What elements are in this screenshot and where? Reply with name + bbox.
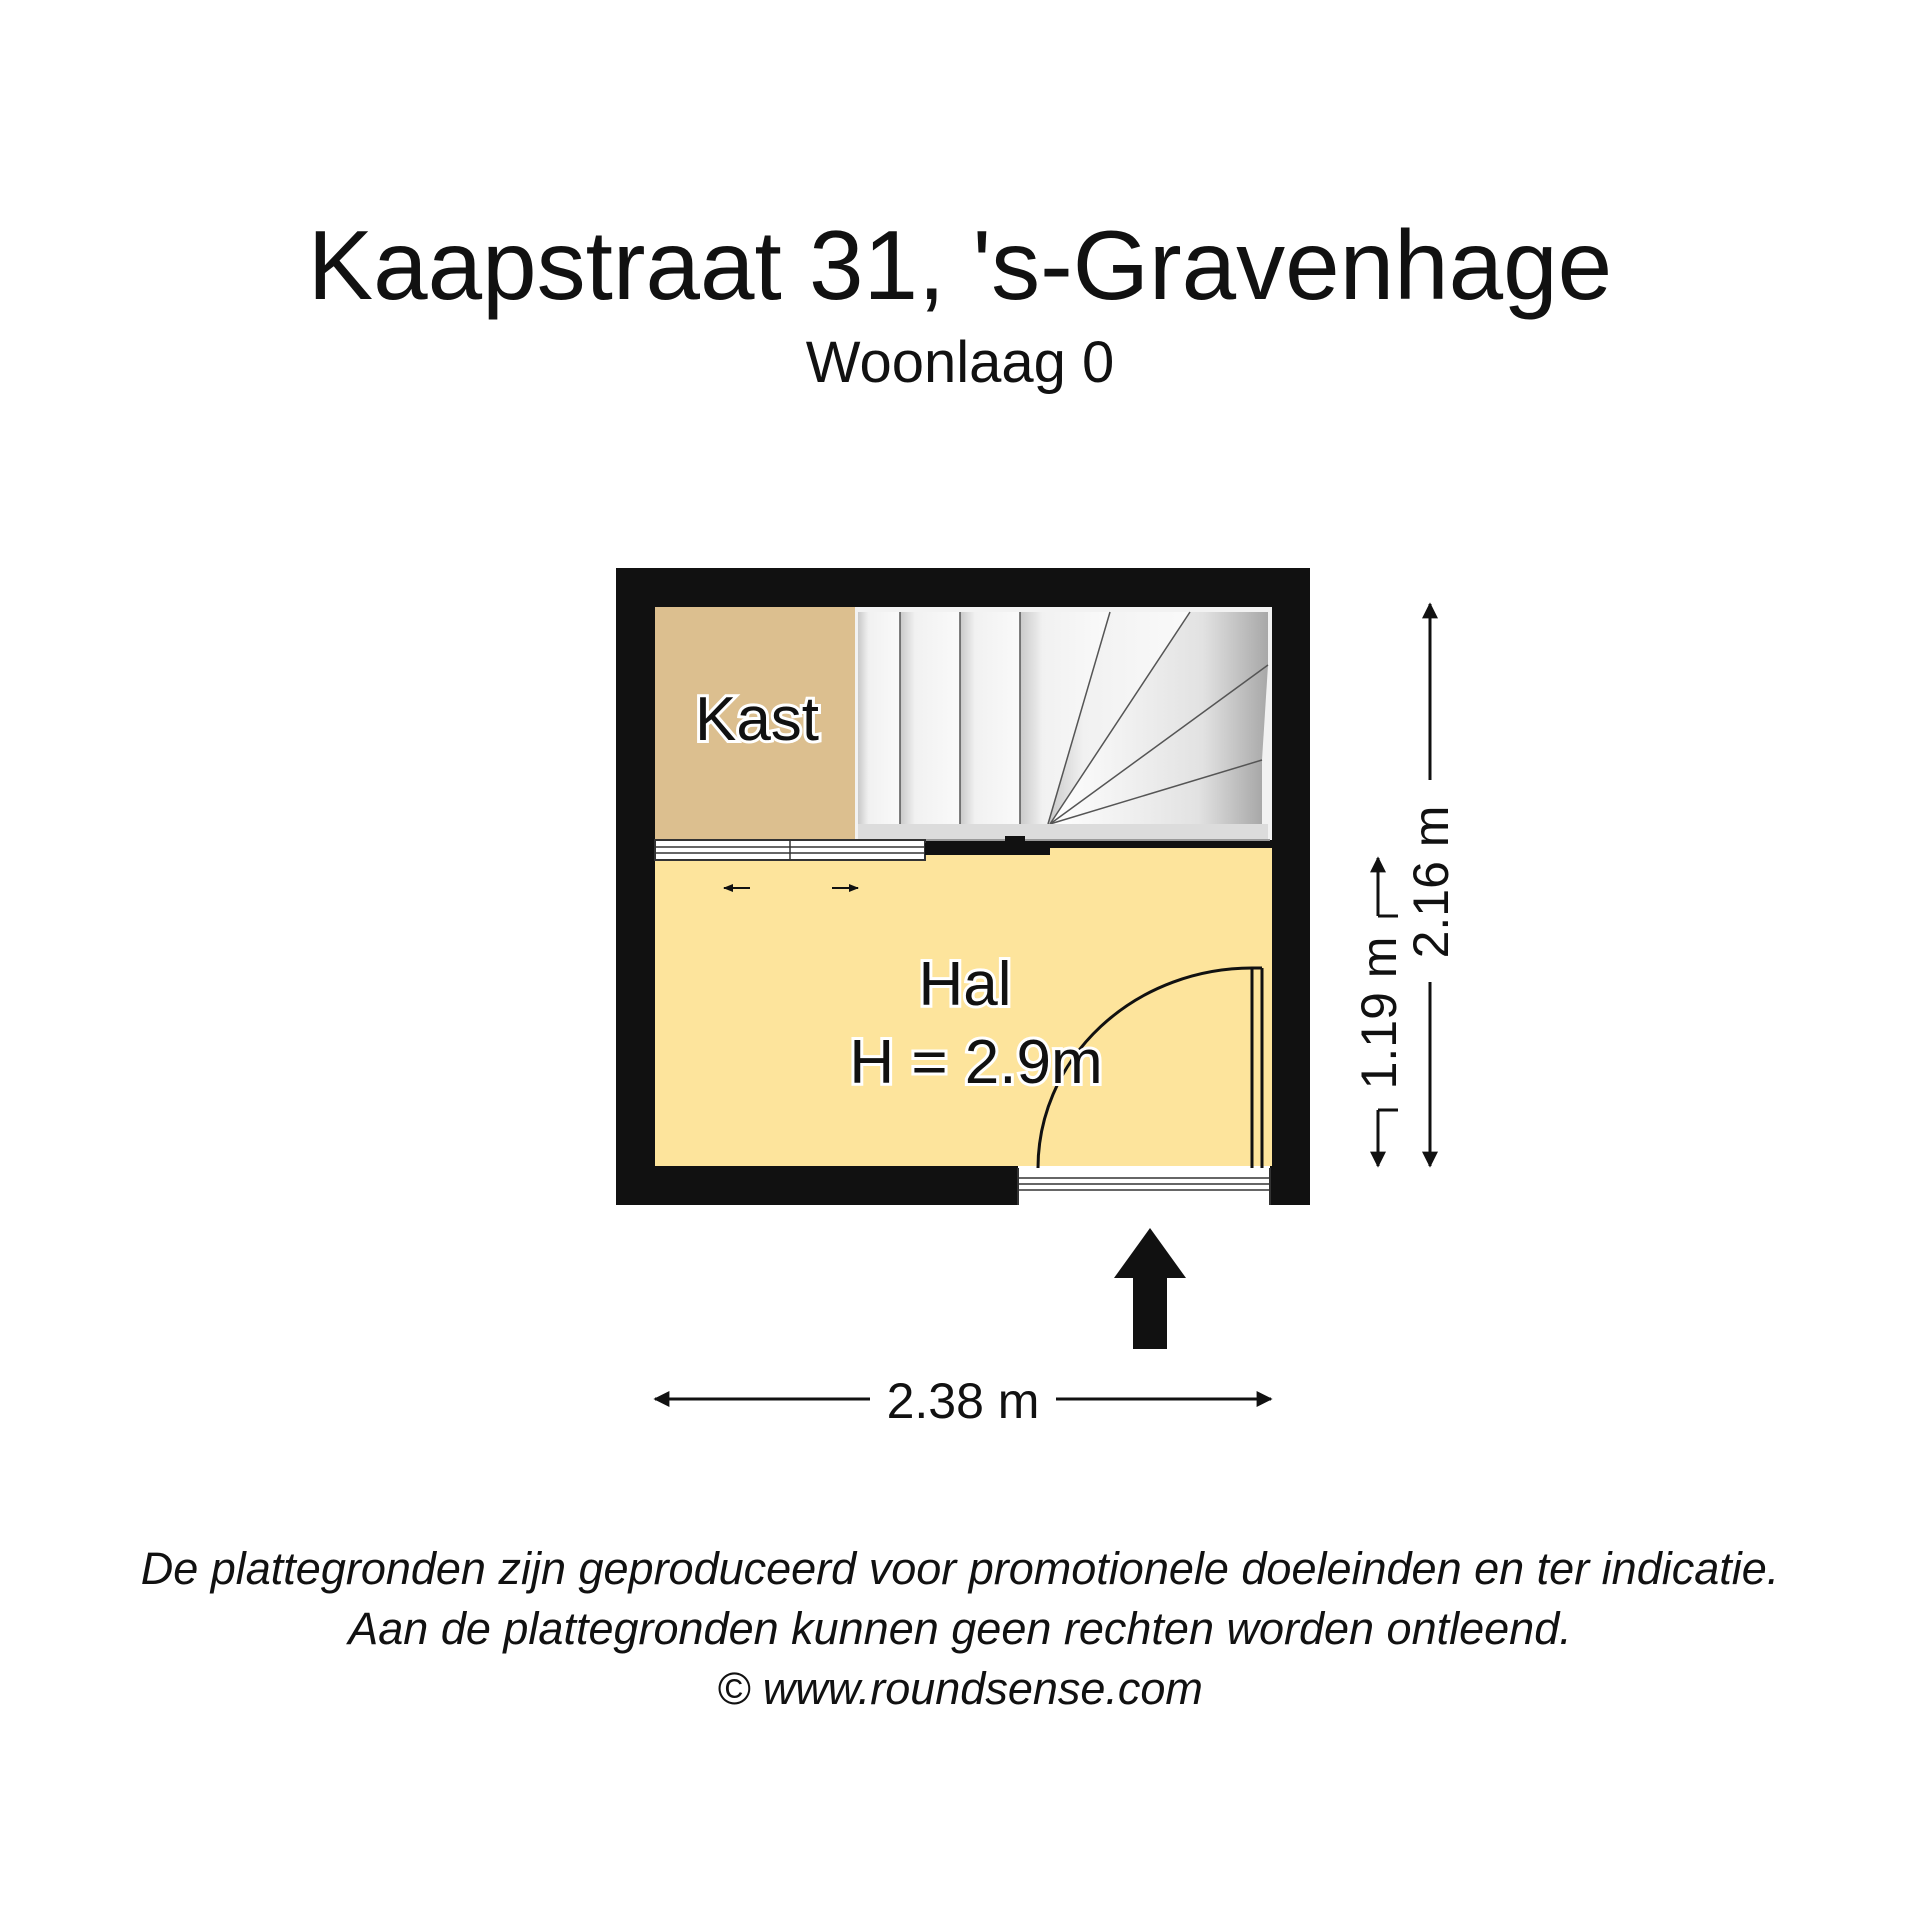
partition-wall-stub: [1005, 836, 1025, 848]
dimension-depth-label: 2.16 m: [1403, 805, 1459, 959]
floor-subtitle: Woonlaag 0: [805, 330, 1115, 395]
disclaimer-line-2: Aan de plattegronden kunnen geen rechten worden ontleend.: [348, 1603, 1572, 1654]
dimension-hal-depth-label: 1.19 m: [1351, 936, 1407, 1090]
sliding-door: [655, 840, 925, 860]
room-label-hal: Hal: [918, 950, 1012, 1019]
dimension-width-label: 2.38 m: [886, 1373, 1040, 1429]
disclaimer-line-1: De plattegronden zijn geproduceerd voor promotionele doeleinden en ter indicatie.: [140, 1543, 1780, 1594]
staircase-icon: [855, 607, 1272, 840]
partition-wall: [925, 843, 1050, 855]
entrance-arrow-icon: [1114, 1228, 1186, 1349]
room-label-kast: Kast: [694, 685, 820, 754]
entrance-door-opening: [1018, 1166, 1270, 1205]
room-height-hal: H = 2.9m: [849, 1028, 1103, 1097]
copyright-link[interactable]: © www.roundsense.com: [717, 1663, 1203, 1714]
page-title: Kaapstraat 31, 's-Gravenhage: [307, 210, 1613, 320]
